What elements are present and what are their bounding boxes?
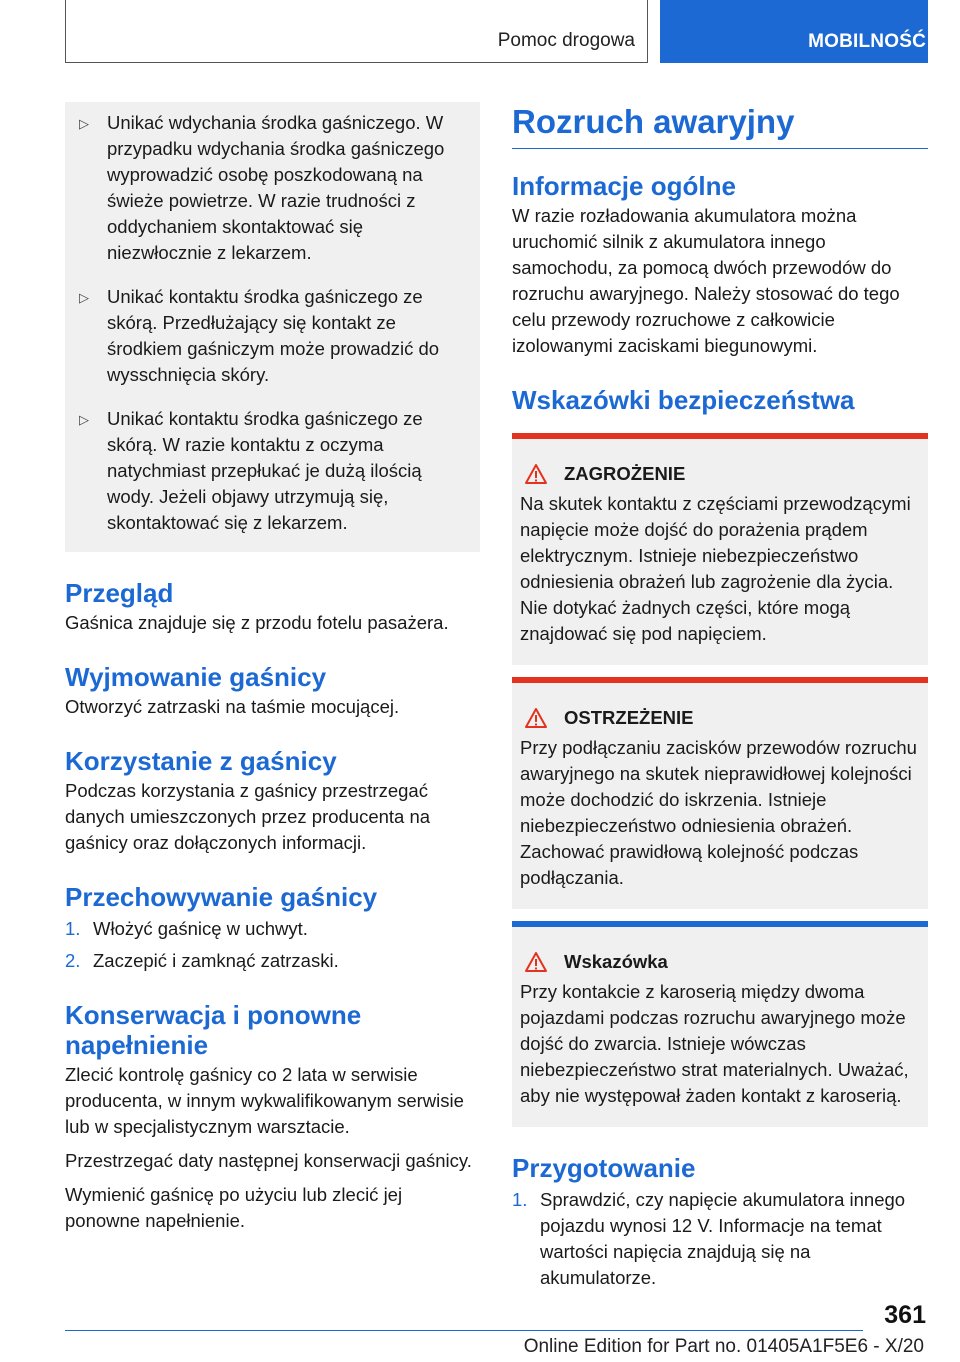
preparation-steps (512, 1187, 928, 1291)
removal-section (65, 662, 480, 720)
notice-triangle-icon (524, 951, 548, 973)
general-section (512, 171, 928, 359)
notice-label: Wskazówka (564, 951, 668, 972)
triangle-bullet-icon: ▷ (79, 116, 89, 131)
list-item (512, 1187, 928, 1291)
usage-section (65, 746, 480, 856)
danger-header (520, 463, 920, 485)
warning-box (512, 677, 928, 909)
removal-text: Otworzyć zatrzaski na taśmie mocującej. (65, 696, 400, 717)
preparation-section (512, 1153, 928, 1291)
warning-triangle-icon (524, 463, 548, 485)
warning-text: Przy podłączaniu zacisków przewodów rozruchu awaryjnego na skutek nieprawidłowej kolejności może dochodzić do iskrzenia. Istnieje niebezpieczeństwo odniesienia obrażeń. Zachować prawidłową kolejność podczas podłączania. (520, 737, 917, 888)
step-number: 1. (65, 918, 81, 939)
removal-heading: Wyjmowanie gaśnicy (65, 662, 327, 692)
step-text: Włożyć gaśnicę w uchwyt. (93, 918, 308, 939)
triangle-bullet-icon: ▷ (79, 412, 89, 427)
maintenance-text: Zlecić kontrolę gaśnicy co 2 lata w serwisie producenta, w innym wykwalifikowanym serwisie lub w specjalistycznym warsztacie. (65, 1064, 464, 1137)
usage-heading: Korzystanie z gaśnicy (65, 746, 337, 776)
bullet-item (77, 110, 468, 266)
maintenance-section (65, 1000, 480, 1234)
safety-heading: Wskazówki bezpieczeństwa (512, 385, 855, 415)
page-title: Rozruch awaryjny (512, 102, 928, 149)
step-number: 2. (65, 950, 81, 971)
header-chapter-tab (660, 0, 928, 63)
step-text: Sprawdzić, czy napięcie akumulatora innego pojazdu wynosi 12 V. Informacje na temat wartości napięcia znajdują się na akumulatorze. (540, 1189, 906, 1288)
header-chapter-title: MOBILNOŚĆ (808, 31, 926, 52)
header-section-title: Pomoc drogowa (497, 30, 635, 51)
bullet-text: Unikać kontaktu środka gaśniczego ze skórą. W razie kontaktu z oczyma natychmiast przepłukać je dużą ilością wody. Jeżeli objawy utrzymują się, skontaktować się z lekarzem. (107, 408, 423, 533)
safety-bullets-box (65, 102, 480, 552)
preparation-heading: Przygotowanie (512, 1153, 696, 1183)
bullet-text: Unikać kontaktu środka gaśniczego ze skórą. Przedłużający się kontakt ze środkiem gaśniczym może prowadzić do wysschnięcia skóry. (107, 286, 440, 385)
maintenance-heading: Konserwacja i ponowne napełnienie (65, 1000, 362, 1060)
notice-text: Przy kontakcie z karoserią między dwoma pojazdami podczas rozruchu awaryjnego może dojść do zwarcia. Istnieje wówczas niebezpieczeństwo strat materialnych. Uważać, aby nie występował żaden kontakt z karoserią. (520, 981, 909, 1106)
right-column (512, 102, 928, 1291)
step-number: 1. (512, 1189, 528, 1210)
general-heading: Informacje ogólne (512, 171, 736, 201)
list-item (65, 916, 480, 942)
storage-section (65, 882, 480, 974)
list-item (65, 948, 480, 974)
step-text: Zaczepić i zamknąć zatrzaski. (93, 950, 339, 971)
overview-section (65, 578, 480, 636)
danger-label: ZAGROŻENIE (564, 463, 686, 484)
overview-text: Gaśnica znajduje się z przodu fotelu pasażera. (65, 612, 449, 633)
storage-steps (65, 916, 480, 974)
header-section-tab (65, 0, 648, 63)
maintenance-text: Przestrzegać daty następnej konserwacji gaśnicy. (65, 1150, 472, 1171)
danger-box (512, 433, 928, 665)
safety-section (512, 385, 928, 415)
maintenance-text: Wymienić gaśnicę po użyciu lub zlecić jej ponowne napełnienie. (65, 1184, 403, 1231)
storage-heading: Przechowywanie gaśnicy (65, 882, 378, 912)
bullet-text: Unikać wdychania środka gaśniczego. W przypadku wdychania środka gaśniczego wyprowadzić osobę poszkodowaną na świeże powietrze. W razie trudności z oddychaniem skontaktować się niezwłocznie z lekarzem. (107, 112, 445, 263)
warning-triangle-icon (524, 707, 548, 729)
footer-edition: Online Edition for Part no. 01405A1F5E6 - X/20 (523, 1336, 924, 1357)
danger-text: Na skutek kontaktu z częściami przewodzącymi napięcie może dojść do porażenia prądem elektrycznym. Istnieje niebezpieczeństwo odniesienia obrażeń lub zagrożenie dla życia. Nie dotykać żadnych części, które mogą znajdować się pod napięciem. (520, 493, 911, 644)
usage-text: Podczas korzystania z gaśnicy przestrzegać danych umieszczonych przez producenta na gaśnicy oraz dołączonych informacji. (65, 780, 431, 853)
left-column (65, 102, 480, 1234)
notice-header (520, 951, 920, 973)
page-number: 361 (884, 1301, 926, 1329)
notice-box (512, 921, 928, 1127)
triangle-bullet-icon: ▷ (79, 290, 89, 305)
warning-header (520, 707, 920, 729)
overview-heading: Przegląd (65, 578, 174, 608)
general-text: W razie rozładowania akumulatora można uruchomić silnik z akumulatora innego samochodu, za pomocą dwóch przewodów do rozruchu awaryjnego. Należy stosować do tego celu przewody rozruchowe z całkowicie izolowanymi zaciskami biegunowymi. (512, 205, 900, 356)
footer-divider (65, 1330, 863, 1331)
bullet-item (77, 406, 468, 536)
bullet-item (77, 284, 468, 388)
warning-label: OSTRZEŻENIE (564, 707, 694, 728)
